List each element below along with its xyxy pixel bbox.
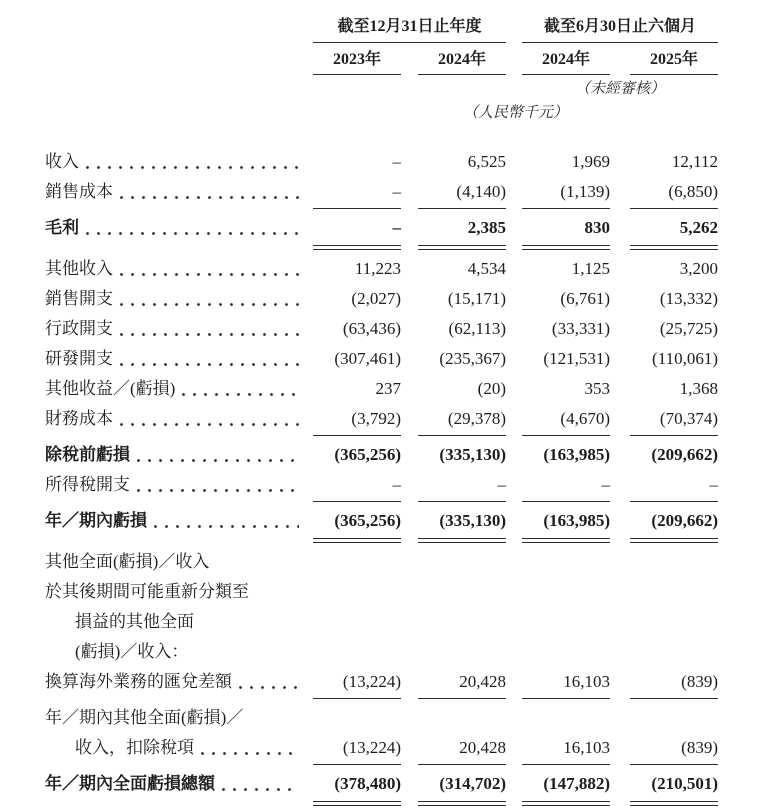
value-cell: (6,850) [630, 181, 718, 202]
value-cell: 2,385 [418, 217, 506, 238]
value-cell: 237 [375, 379, 401, 398]
value-cell: (13,332) [659, 289, 718, 308]
row-label: 收入，扣除稅項 [75, 738, 194, 757]
dot-leader [84, 166, 299, 167]
value-cell: (13,224) [313, 737, 401, 758]
value-cell: 830 [522, 217, 610, 238]
value-cell: (335,130) [418, 510, 506, 531]
dot-leader [220, 788, 299, 789]
row-label: 研發開支 [45, 349, 113, 368]
table-row [45, 181, 718, 202]
value-cell: (210,501) [630, 773, 718, 794]
value-cell: 353 [584, 379, 610, 398]
table-row [45, 444, 718, 465]
row-label: 所得稅開支 [45, 475, 130, 494]
period-group-year-ended: 截至12月31日止年度 [313, 16, 506, 43]
value-cell: (163,985) [522, 510, 610, 531]
value-cell: (4,140) [418, 181, 506, 202]
dot-leader [135, 489, 299, 490]
year-column-header [45, 49, 718, 75]
row-label: 財務成本 [45, 409, 113, 428]
value-cell: (365,256) [313, 510, 401, 531]
dot-leader [118, 303, 299, 304]
column-header-2023: 2023年 [313, 49, 401, 75]
value-cell: (307,461) [334, 349, 401, 368]
dot-leader [237, 686, 299, 687]
value-cell: 1,368 [679, 379, 718, 398]
row-label: 除稅前虧損 [45, 445, 130, 464]
value-cell: (209,662) [630, 510, 718, 531]
table-body [45, 151, 718, 794]
column-header-2024: 2024年 [418, 49, 506, 75]
value-cell: (378,480) [313, 773, 401, 794]
value-cell: (33,331) [551, 319, 610, 338]
row-label: 其他全面(虧損)／收入 [45, 552, 210, 571]
table-row [45, 151, 718, 172]
dot-leader [84, 232, 299, 233]
value-cell: – [313, 217, 401, 238]
dot-leader [180, 393, 299, 394]
value-cell: (365,256) [334, 445, 401, 464]
dot-leader [199, 752, 299, 753]
table-row [45, 671, 718, 692]
dot-leader [152, 525, 299, 526]
currency-note-row [45, 103, 718, 123]
row-label: 毛利 [45, 218, 79, 237]
table-row [45, 773, 718, 794]
value-cell: 1,969 [571, 152, 610, 171]
table-row [45, 288, 718, 309]
unaudited-note: （未經審核） [574, 81, 665, 97]
dot-leader [118, 196, 299, 197]
value-cell: 11,223 [354, 259, 401, 278]
table-row [45, 348, 718, 369]
value-cell: 4,534 [467, 259, 506, 278]
value-cell: – [313, 474, 401, 495]
table-row [45, 737, 718, 758]
value-cell: (163,985) [543, 445, 610, 464]
value-cell: (70,374) [630, 408, 718, 429]
value-cell: 12,112 [671, 152, 718, 171]
row-label: 銷售成本 [45, 182, 113, 201]
row-label: 銷售開支 [45, 289, 113, 308]
value-cell: 16,103 [522, 671, 610, 692]
dot-leader [118, 423, 299, 424]
value-cell: 1,125 [571, 259, 610, 278]
header-spacer [313, 79, 506, 99]
value-cell: (314,702) [418, 773, 506, 794]
value-cell: (235,367) [439, 349, 506, 368]
table-row [45, 378, 718, 399]
value-cell: – [418, 474, 506, 495]
table-row [45, 408, 718, 429]
value-cell: – [313, 181, 401, 202]
value-cell: (2,027) [351, 289, 401, 308]
value-cell: 20,428 [418, 671, 506, 692]
value-cell: (121,531) [543, 349, 610, 368]
header-spacer [45, 103, 313, 123]
value-cell: 5,262 [630, 217, 718, 238]
table-row [45, 641, 718, 662]
table-row [45, 611, 718, 632]
table-row [45, 217, 718, 238]
dot-leader [135, 459, 299, 460]
value-cell: 16,103 [522, 737, 610, 758]
table-row [45, 707, 718, 728]
value-cell: – [522, 474, 610, 495]
value-cell: (6,761) [560, 289, 610, 308]
table-row [45, 474, 718, 495]
column-header-2025-interim: 2025年 [630, 49, 718, 75]
table-row [45, 510, 718, 531]
value-cell: (110,061) [652, 349, 718, 368]
value-cell: (63,436) [342, 319, 401, 338]
value-cell: (839) [630, 737, 718, 758]
dot-leader [118, 363, 299, 364]
currency-note: （人民幣千元） [462, 105, 568, 121]
value-cell: (29,378) [418, 408, 506, 429]
period-group-header [45, 16, 718, 43]
dot-leader [118, 333, 299, 334]
value-cell: (839) [630, 671, 718, 692]
value-cell: (13,224) [313, 671, 401, 692]
row-label: 年／期內全面虧損總額 [45, 774, 215, 793]
value-cell: (147,882) [522, 773, 610, 794]
row-label: 年／期內虧損 [45, 511, 147, 530]
row-label: 損益的其他全面 [75, 612, 194, 631]
value-cell: (1,139) [522, 181, 610, 202]
table-row [45, 318, 718, 339]
value-cell: (62,113) [448, 319, 506, 338]
value-cell: (20) [477, 379, 506, 398]
value-cell: 20,428 [418, 737, 506, 758]
value-cell: (3,792) [313, 408, 401, 429]
row-label: 行政開支 [45, 319, 113, 338]
value-cell: 3,200 [679, 259, 718, 278]
value-cell: – [630, 474, 718, 495]
table-row [45, 551, 718, 572]
header-spacer [45, 79, 313, 99]
unaudited-note-row [45, 79, 718, 99]
table-row [45, 258, 718, 279]
value-cell: 6,525 [467, 152, 506, 171]
row-label: 於其後期間可能重新分類至 [45, 582, 249, 601]
table-row [45, 581, 718, 602]
value-cell: (209,662) [651, 445, 718, 464]
value-cell: (15,171) [447, 289, 506, 308]
dot-leader [118, 273, 299, 274]
row-label: 年／期內其他全面(虧損)／ [45, 708, 244, 727]
row-label: 收入 [45, 152, 79, 171]
column-header-2024-interim: 2024年 [522, 49, 610, 75]
row-label: 其他收入 [45, 259, 113, 278]
value-cell: (4,670) [522, 408, 610, 429]
period-group-six-months: 截至6月30日止六個月 [522, 16, 718, 43]
row-label: 其他收益／(虧損) [45, 379, 176, 398]
value-cell: (25,725) [659, 319, 718, 338]
row-label: (虧損)／收入： [75, 642, 189, 661]
row-label: 換算海外業務的匯兌差額 [45, 672, 232, 691]
value-cell: (335,130) [439, 445, 506, 464]
value-cell: – [392, 152, 401, 171]
